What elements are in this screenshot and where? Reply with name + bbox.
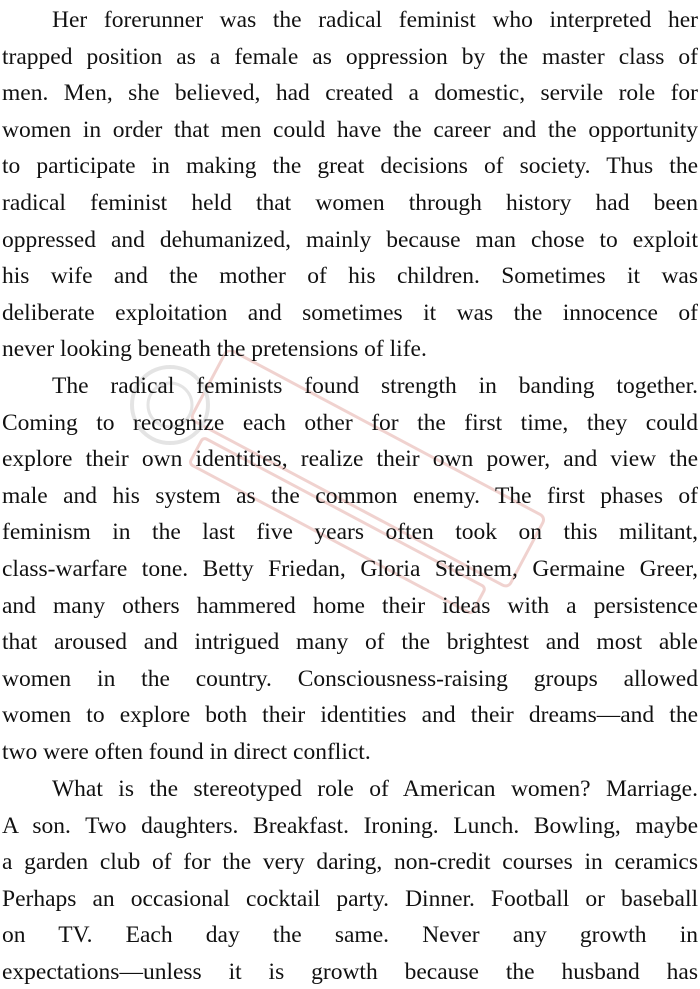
text-line: Coming to recognize each other for the first time, they could [2, 409, 698, 436]
text-line: class-warfare tone. Betty Friedan, Gloria Steinem, Germaine Greer, [2, 555, 698, 582]
text-line: on TV. Each day the same. Never any growth in [2, 922, 698, 949]
paragraph-1 [2, 2, 698, 368]
text-line: women to explore both their identities and their dreams—and the [2, 702, 698, 729]
paragraph-3 [2, 771, 698, 989]
text-line: radical feminist held that women through history had been [2, 189, 698, 216]
text-line: and many others hammered home their ideas with a persistence [2, 592, 698, 619]
text-line: explore their own identities, realize their own power, and view the [2, 446, 698, 473]
text-line: deliberate exploitation and sometimes it was the innocence of [2, 299, 698, 326]
text-line: expectations—unless it is growth because the husband has [2, 958, 698, 985]
text-line: oppressed and dehumanized, mainly because man chose to exploit [2, 226, 698, 253]
paragraph-2 [2, 368, 698, 771]
text-line: a garden club of for the very daring, non-credit courses in ceramics [2, 849, 698, 876]
text-line: women in the country. Consciousness-raising groups allowed [2, 665, 698, 692]
text-line: his wife and the mother of his children. Sometimes it was [2, 263, 698, 290]
text-line: Her forerunner was the radical feminist who interpreted her [52, 7, 698, 33]
text-line: feminism in the last five years often took on this militant, [2, 519, 698, 546]
text-line: men. Men, she believed, had created a domestic, servile role for [2, 80, 698, 107]
text-line: trapped position as a female as oppression by the master class of [2, 43, 698, 70]
text-line: A son. Two daughters. Breakfast. Ironing. Lunch. Bowling, maybe [2, 812, 698, 839]
text-line: Perhaps an occasional cocktail party. Dinner. Football or baseball [2, 885, 698, 912]
text-line: male and his system as the common enemy. The first phases of [2, 482, 698, 509]
text-line: never looking beneath the pretensions of life. [2, 336, 427, 363]
text-line: that aroused and intrigued many of the brightest and most able [2, 629, 698, 656]
text-line: to participate in making the great decisions of society. Thus the [2, 153, 698, 180]
text-line: two were often found in direct conflict. [2, 738, 371, 765]
text-line: The radical feminists found strength in banding together. [52, 373, 698, 399]
text-line: What is the stereotyped role of American women? Marriage. [52, 776, 698, 802]
text-line: women in order that men could have the career and the opportunity [2, 116, 698, 143]
